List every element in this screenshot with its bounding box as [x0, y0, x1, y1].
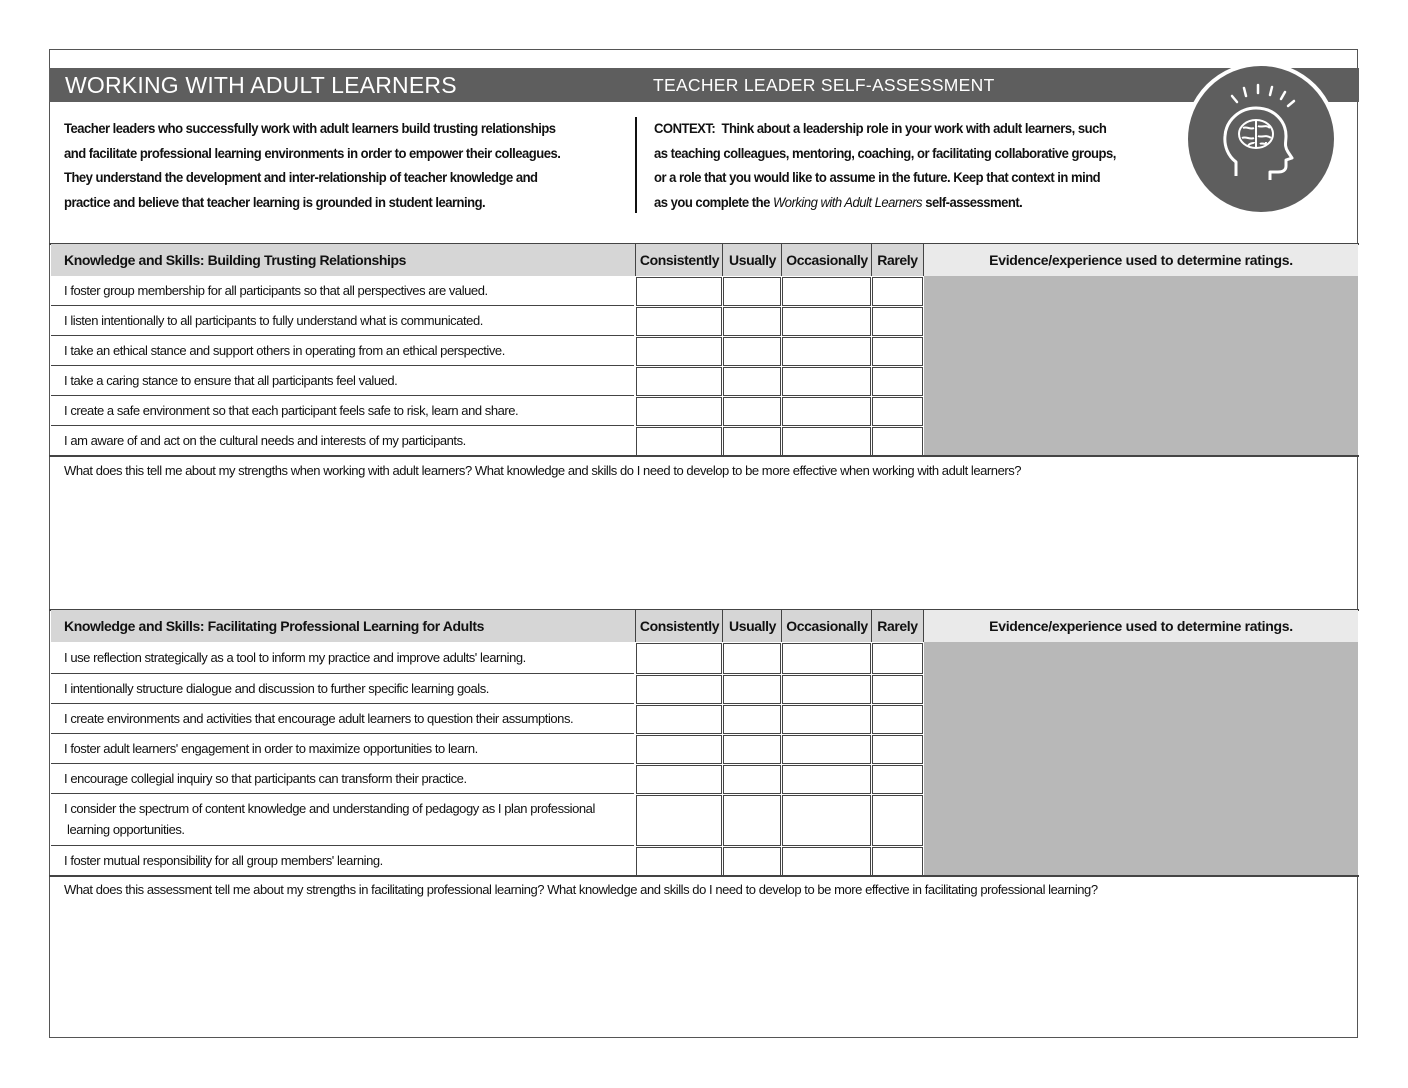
page-subtitle: TEACHER LEADER SELF-ASSESSMENT: [653, 75, 995, 95]
rating-cell-usually[interactable]: [723, 307, 781, 336]
rating-cell-occasionally[interactable]: [782, 735, 871, 764]
context-line: self-assessment.: [922, 194, 1023, 211]
intro-paragraph: [64, 117, 579, 215]
rating-cell-consistently[interactable]: [636, 765, 722, 794]
rating-cell-usually[interactable]: [723, 277, 781, 306]
rating-cell-rarely[interactable]: [872, 307, 923, 336]
table-row: [51, 642, 634, 674]
context-paragraph: [654, 117, 1142, 215]
rating-cell-rarely[interactable]: [872, 367, 923, 396]
intro-line: and facilitate professional learning environments in order to empower their colleagues.: [64, 145, 561, 162]
rating-cell-consistently[interactable]: [636, 427, 722, 456]
reflection-answer-area-1[interactable]: [51, 485, 1357, 605]
table-row: [51, 734, 634, 764]
table-row: [51, 846, 634, 876]
table-row: [51, 396, 634, 426]
col-occasionally: Occasionally: [781, 610, 872, 642]
statement-text: I use reflection strategically as a tool to inform my practice and improve adults' learning.: [64, 650, 526, 665]
statement-text: learning opportunities.: [67, 822, 185, 837]
rating-cell-rarely[interactable]: [872, 765, 923, 794]
rating-cell-usually[interactable]: [723, 643, 781, 674]
table-row: [51, 336, 634, 366]
context-label: CONTEXT:: [654, 121, 716, 137]
table-row: [51, 276, 634, 306]
rating-cell-consistently[interactable]: [636, 675, 722, 704]
page-title: WORKING WITH ADULT LEARNERS: [65, 72, 457, 98]
table-row: [51, 704, 634, 734]
col-occasionally: Occasionally: [781, 244, 872, 276]
rating-cell-rarely[interactable]: [872, 735, 923, 764]
rating-cell-consistently[interactable]: [636, 735, 722, 764]
rating-cell-rarely[interactable]: [872, 277, 923, 306]
statement-text: I consider the spectrum of content knowledge and understanding of pedagogy as I plan professional: [64, 801, 595, 816]
rating-cell-occasionally[interactable]: [782, 307, 871, 336]
statement-text: I foster adult learners' engagement in order to maximize opportunities to learn.: [64, 741, 478, 756]
evidence-area[interactable]: [924, 642, 1358, 876]
rating-cell-occasionally[interactable]: [782, 337, 871, 366]
rating-cell-occasionally[interactable]: [782, 795, 871, 846]
col-consistently: Consistently: [635, 610, 723, 642]
rating-cell-usually[interactable]: [723, 397, 781, 426]
rating-cell-consistently[interactable]: [636, 397, 722, 426]
context-line: Think about a leadership role in your work with adult learners, such: [721, 121, 1107, 137]
rating-cell-occasionally[interactable]: [782, 397, 871, 426]
rating-cell-rarely[interactable]: [872, 675, 923, 704]
rating-cell-rarely[interactable]: [872, 337, 923, 366]
table-row: [51, 764, 634, 794]
intro-line: practice and believe that teacher learning is grounded in student learning.: [64, 194, 486, 211]
col-usually: Usually: [722, 610, 782, 642]
rating-cell-occasionally[interactable]: [782, 367, 871, 396]
statement-text: I encourage collegial inquiry so that participants can transform their practice.: [64, 771, 467, 786]
statement-text: I create a safe environment so that each participant feels safe to risk, learn and share.: [64, 403, 519, 418]
statement-text: I listen intentionally to all participants to fully understand what is communicated.: [64, 313, 483, 328]
statement-text: I take an ethical stance and support others in operating from an ethical perspective.: [64, 343, 505, 358]
rating-cell-usually[interactable]: [723, 337, 781, 366]
rating-cell-usually[interactable]: [723, 367, 781, 396]
context-line: as you complete the: [654, 194, 773, 211]
rating-cell-consistently[interactable]: [636, 643, 722, 674]
context-emphasis: Working with Adult Learners: [772, 194, 923, 211]
col-rarely: Rarely: [871, 244, 924, 276]
table-bottom-border: [49, 875, 1359, 877]
statement-text: I create environments and activities that encourage adult learners to question their assumptions.: [64, 711, 574, 726]
rating-cell-consistently[interactable]: [636, 795, 722, 846]
table-row: [51, 306, 634, 336]
table-row: [51, 794, 634, 846]
context-line: or a role that you would like to assume in the future. Keep that context in mind: [654, 170, 1101, 186]
rating-cell-rarely[interactable]: [872, 705, 923, 734]
rating-cell-usually[interactable]: [723, 705, 781, 734]
reflection-question-1: What does this tell me about my strengths when working with adult learners? What knowledge and skills do I need to develop to be more effective when working with adult learners?: [64, 463, 1022, 478]
intro-line: Teacher leaders who successfully work with adult learners build trusting relationships: [64, 121, 556, 137]
rating-cell-rarely[interactable]: [872, 397, 923, 426]
rating-cell-rarely[interactable]: [872, 427, 923, 456]
rating-cell-usually[interactable]: [723, 847, 781, 876]
section1-title: Knowledge and Skills: Building Trusting Relationships: [64, 252, 407, 268]
statement-text: I am aware of and act on the cultural needs and interests of my participants.: [64, 433, 466, 448]
rating-cell-occasionally[interactable]: [782, 643, 871, 674]
col-consistently: Consistently: [635, 244, 723, 276]
reflection-answer-area-2[interactable]: [51, 905, 1357, 1035]
evidence-area[interactable]: [924, 276, 1358, 456]
rating-cell-consistently[interactable]: [636, 277, 722, 306]
col-rarely: Rarely: [871, 610, 924, 642]
evidence-header: Evidence/experience used to determine ratings.: [924, 244, 1358, 276]
rating-cell-occasionally[interactable]: [782, 277, 871, 306]
rating-cell-occasionally[interactable]: [782, 675, 871, 704]
evidence-header: Evidence/experience used to determine ratings.: [924, 610, 1358, 642]
intro-line: They understand the development and inter-relationship of teacher knowledge and: [64, 170, 538, 186]
rating-cell-rarely[interactable]: [872, 847, 923, 876]
rating-cell-usually[interactable]: [723, 735, 781, 764]
rating-cell-occasionally[interactable]: [782, 765, 871, 794]
rating-cell-consistently[interactable]: [636, 847, 722, 876]
rating-cell-occasionally[interactable]: [782, 705, 871, 734]
rating-cell-usually[interactable]: [723, 675, 781, 704]
statement-text: I foster group membership for all participants so that all perspectives are valued.: [64, 283, 488, 298]
rating-cell-occasionally[interactable]: [782, 427, 871, 456]
rating-cell-occasionally[interactable]: [782, 847, 871, 876]
head-with-brain-icon: [1188, 66, 1334, 212]
rating-cell-consistently[interactable]: [636, 337, 722, 366]
reflection-question-2: What does this assessment tell me about my strengths in facilitating professional learning? What knowledge and skills do I need to develop to be more effective in facilitating professional learning?: [64, 882, 1098, 897]
rating-cell-consistently[interactable]: [636, 307, 722, 336]
statement-text: I intentionally structure dialogue and discussion to further specific learning goals.: [64, 681, 489, 696]
col-usually: Usually: [722, 244, 782, 276]
section2-title: Knowledge and Skills: Facilitating Professional Learning for Adults: [64, 618, 484, 634]
context-line: as teaching colleagues, mentoring, coaching, or facilitating collaborative groups,: [654, 145, 1116, 162]
rating-cell-consistently[interactable]: [636, 705, 722, 734]
rating-cell-rarely[interactable]: [872, 795, 923, 846]
rating-cell-usually[interactable]: [723, 427, 781, 456]
rating-cell-rarely[interactable]: [872, 643, 923, 674]
rating-cell-usually[interactable]: [723, 795, 781, 846]
statement-text: I foster mutual responsibility for all group members' learning.: [64, 853, 383, 868]
context-divider: [635, 117, 637, 213]
table-bottom-border: [49, 455, 1359, 457]
table-row: [51, 366, 634, 396]
table-row: [51, 674, 634, 704]
rating-cell-usually[interactable]: [723, 765, 781, 794]
statement-text: I take a caring stance to ensure that all participants feel valued.: [64, 373, 398, 388]
rating-cell-consistently[interactable]: [636, 367, 722, 396]
table-row: [51, 426, 634, 456]
